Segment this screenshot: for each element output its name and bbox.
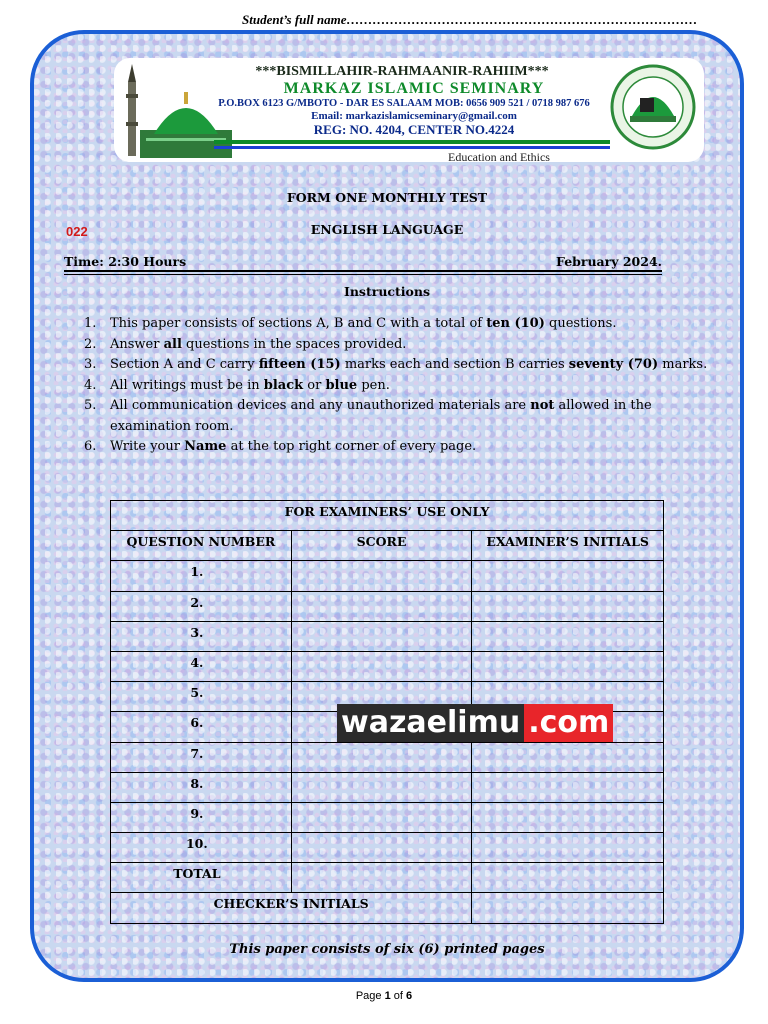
table-row: 6.	[111, 712, 664, 742]
school-name: MARKAZ ISLAMIC SEMINARY	[283, 80, 545, 97]
student-name-line: Student’s full name………………………………………………………………………	[242, 12, 698, 27]
checker-initials-cell[interactable]	[472, 893, 664, 923]
score-cell[interactable]	[291, 742, 472, 772]
instruction-item: 6. Write your Name at the top right corner of every page.	[84, 439, 477, 454]
instruction-item: 1. This paper consists of sections A, B and C with a total of ten (10) questions.	[84, 316, 617, 331]
subject-name: ENGLISH LANGUAGE	[310, 222, 464, 237]
watermark-text: wazaelimu	[337, 704, 524, 742]
score-cell[interactable]	[291, 802, 472, 832]
watermark-domain: .com	[524, 704, 613, 742]
score-cell[interactable]	[291, 772, 472, 802]
score-cell[interactable]	[291, 651, 472, 681]
score-cell[interactable]	[291, 621, 472, 651]
initials-cell[interactable]	[472, 802, 664, 832]
minaret-icon	[122, 64, 142, 156]
checker-label: CHECKER’S INITIALS	[111, 893, 472, 923]
school-email: Email: markazislamicseminary@gmail.com	[311, 110, 517, 122]
initials-cell[interactable]	[472, 561, 664, 591]
initials-cell[interactable]	[472, 591, 664, 621]
initials-cell[interactable]	[472, 621, 664, 651]
school-registration: REG: NO. 4204, CENTER NO.4224	[313, 122, 515, 137]
table-row: 10.	[111, 833, 664, 863]
score-cell[interactable]	[291, 561, 472, 591]
initials-cell[interactable]	[472, 742, 664, 772]
double-rule-divider	[64, 270, 662, 275]
table-row: 3.	[111, 621, 664, 651]
table-row: 1.	[111, 561, 664, 591]
initials-cell[interactable]	[472, 651, 664, 681]
table-row-checker	[111, 893, 664, 923]
page-frame	[30, 30, 744, 982]
total-label: TOTAL	[111, 863, 292, 893]
exam-duration: Time: 2:30 Hours	[64, 254, 187, 269]
header-examiners-initials: EXAMINER’S INITIALS	[472, 531, 664, 561]
header-blue-rule	[214, 146, 610, 149]
total-initials-cell[interactable]	[472, 863, 664, 893]
header-question-number: QUESTION NUMBER	[111, 531, 292, 561]
score-cell[interactable]	[291, 833, 472, 863]
bismillah-line: ***BISMILLAHIR-RAHMAANIR-RAHIIM***	[255, 64, 549, 79]
total-score-cell[interactable]	[291, 863, 472, 893]
time-date-row	[64, 254, 662, 270]
score-cell[interactable]	[291, 591, 472, 621]
watermark-logo	[337, 704, 613, 742]
table-row: 2.	[111, 591, 664, 621]
instruction-item: 3. Section A and C carry fifteen (15) marks each and section B carries seventy (70) marks.	[84, 357, 708, 372]
school-header-banner	[114, 58, 704, 162]
instruction-item: 5. All communication devices and any unauthorized materials are not allowed in the examination room.	[84, 398, 652, 434]
exam-date: February 2024.	[556, 254, 662, 269]
table-row: 7.	[111, 742, 664, 772]
instructions-list	[84, 314, 724, 458]
initials-cell[interactable]	[472, 772, 664, 802]
table-row: 8.	[111, 772, 664, 802]
page-number: Page 1 of 6	[355, 990, 413, 1002]
instruction-item: 4. All writings must be in black or blue pen.	[84, 377, 390, 393]
table-row-total	[111, 863, 664, 893]
header-score: SCORE	[291, 531, 472, 561]
table-title: FOR EXAMINERS’ USE ONLY	[111, 501, 664, 531]
initials-cell[interactable]	[472, 833, 664, 863]
table-row: 9.	[111, 802, 664, 832]
exam-title: FORM ONE MONTHLY TEST	[286, 190, 488, 205]
school-address: P.O.BOX 6123 G/MBOTO - DAR ES SALAAM MOB: 0656 909 521 / 0718 987 676	[218, 98, 590, 109]
school-motto: Education and Ethics	[448, 150, 550, 162]
table-row: 4.	[111, 651, 664, 681]
instructions-heading: Instructions	[343, 284, 431, 299]
printed-pages-note: This paper consists of six (6) printed pages	[229, 942, 545, 957]
header-green-rule	[214, 140, 610, 144]
instruction-item: 2. Answer all questions in the spaces provided.	[84, 336, 407, 352]
table-row: 5.	[111, 682, 664, 712]
subject-code: 022	[66, 224, 88, 239]
